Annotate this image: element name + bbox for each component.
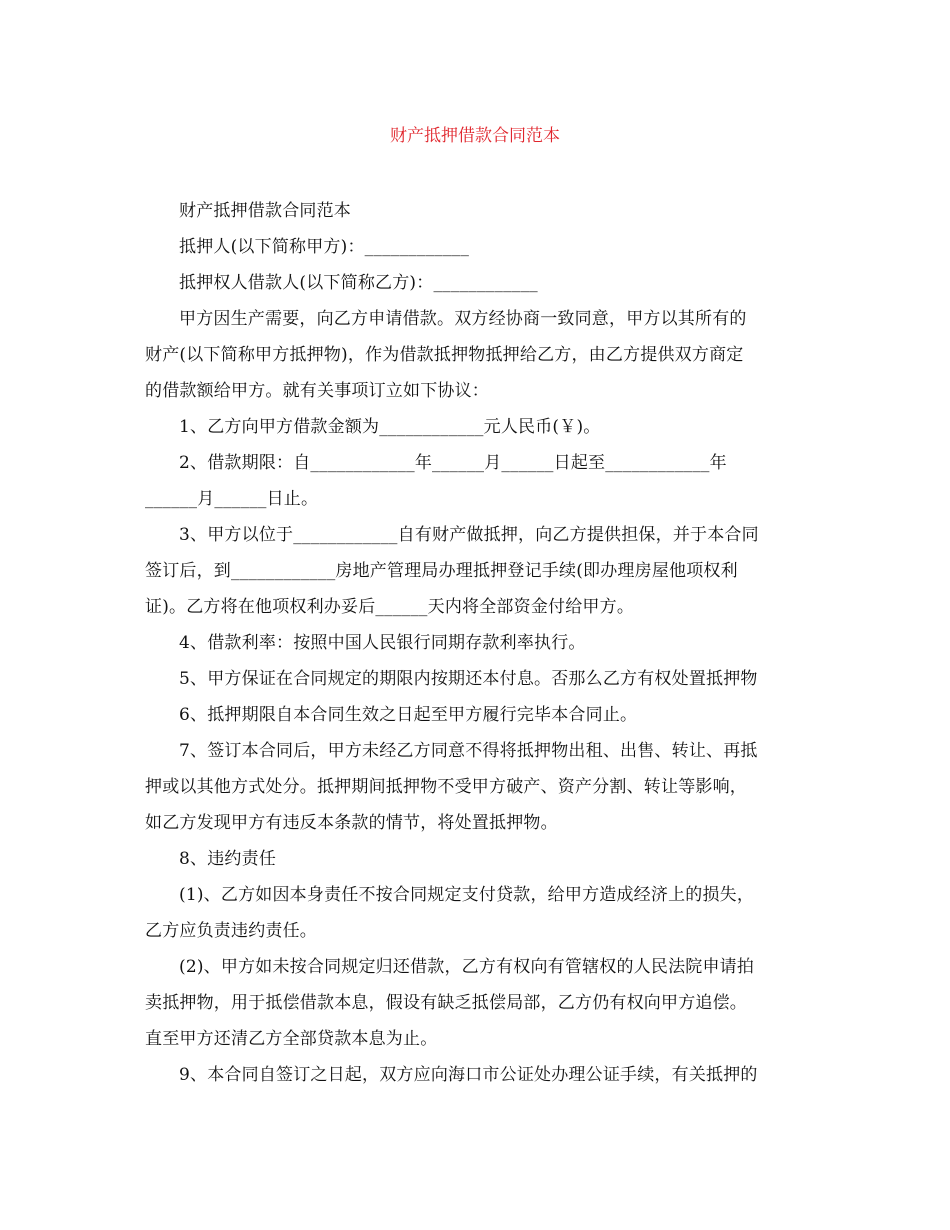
paragraph-line-party-a: 抵押人(以下简称甲方)：____________ <box>179 237 470 257</box>
document-body <box>145 193 807 1093</box>
clause-2-line: ______月______日止。 <box>145 489 319 509</box>
clause-8-heading: 8、违约责任 <box>179 849 277 869</box>
paragraph-line: 财产(以下简称甲方抵押物)，作为借款抵押物抵押给乙方，由乙方提供双方商定 <box>145 345 744 365</box>
clause-6-line: 6、抵押期限自本合同生效之日起至甲方履行完毕本合同止。 <box>179 705 638 725</box>
paragraph-line-subtitle: 财产抵押借款合同范本 <box>179 201 351 221</box>
clause-8-1-line: (1)、乙方如因本身责任不按合同规定支付贷款，给甲方造成经济上的损失， <box>179 885 755 905</box>
paragraph-line: 的借款额给甲方。就有关事项订立如下协议： <box>145 381 489 401</box>
clause-8-2-line: 直至甲方还清乙方全部贷款本息为止。 <box>145 1029 438 1049</box>
clause-3-line: 证)。乙方将在他项权利办妥后______天内将全部资金付给甲方。 <box>145 597 635 617</box>
clause-5-line: 5、甲方保证在合同规定的期限内按期还本付息。否那么乙方有权处置抵押物 <box>179 669 758 689</box>
clause-8-2-line: 卖抵押物，用于抵偿借款本息，假设有缺乏抵偿局部，乙方仍有权向甲方追偿。 <box>145 993 747 1013</box>
clause-2-line: 2、借款期限：自____________年______月______日起至____________年 <box>179 453 727 473</box>
clause-1-line: 1、乙方向甲方借款金额为____________元人民币(￥)。 <box>179 417 601 437</box>
clause-3-line: 签订后，到____________房地产管理局办理抵押登记手续(即办理房屋他项权利 <box>145 561 738 581</box>
clause-3-line: 3、甲方以位于____________自有财产做抵押，向乙方提供担保，并于本合同 <box>179 525 759 545</box>
document-title: 财产抵押借款合同范本 <box>390 126 560 146</box>
paragraph-line-party-b: 抵押权人借款人(以下简称乙方)：____________ <box>179 273 538 293</box>
clause-4-line: 4、借款利率：按照中国人民银行同期存款利率执行。 <box>179 633 586 653</box>
clause-8-2-line: (2)、甲方如未按合同规定归还借款，乙方有权向有管辖权的人民法院申请拍 <box>179 957 755 977</box>
clause-9-line: 9、本合同自签订之日起，双方应向海口市公证处办理公证手续，有关抵押的 <box>179 1065 758 1085</box>
clause-7-line: 7、签订本合同后，甲方未经乙方同意不得将抵押物出租、出售、转让、再抵 <box>179 741 758 761</box>
paragraph-line: 甲方因生产需要，向乙方申请借款。双方经协商一致同意，甲方以其所有的 <box>179 309 747 329</box>
clause-7-line: 押或以其他方式处分。抵押期间抵押物不受甲方破产、资产分割、转让等影响， <box>145 777 747 797</box>
clause-8-1-line: 乙方应负责违约责任。 <box>145 921 317 941</box>
clause-7-line: 如乙方发现甲方有违反本条款的情节，将处置抵押物。 <box>145 813 558 833</box>
